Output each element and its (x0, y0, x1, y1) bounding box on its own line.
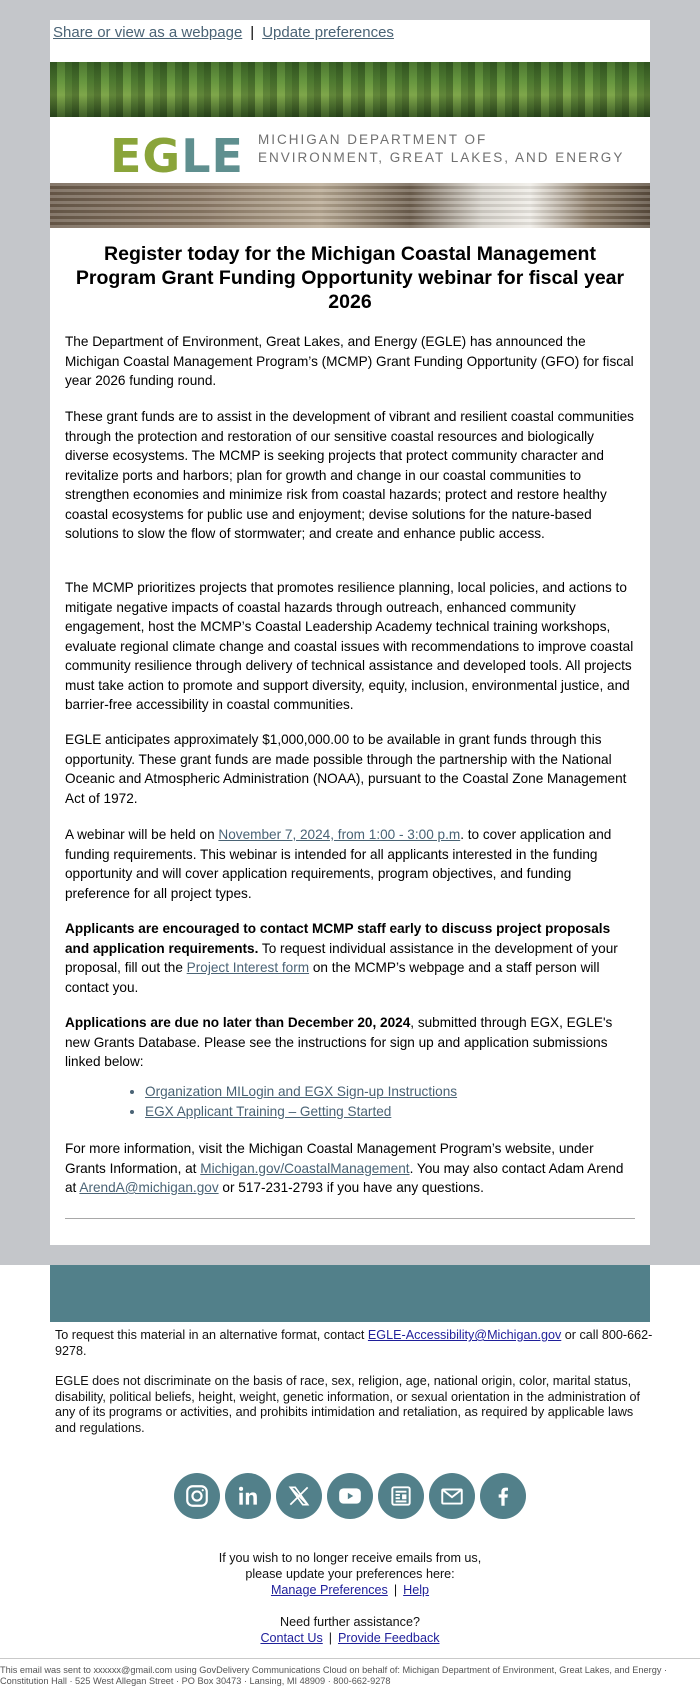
egx-training-link[interactable]: EGX Applicant Training – Getting Started (145, 1104, 392, 1119)
paragraph-webinar: A webinar will be held on November 7, 2024, from 1:00 - 3:00 p.m. to cover application and funding requirements. This webinar is intended for all applicants interested in the funding opportunity and will cover application requirements, program objectives, and funding preference for all project types. (65, 827, 612, 901)
contact-us-link[interactable]: Contact Us (260, 1631, 323, 1645)
linkedin-icon[interactable] (225, 1473, 271, 1519)
social-icons (174, 1473, 528, 1519)
egle-logo-word: EGLE (110, 129, 244, 183)
paragraph-grant-purpose: These grant funds are to assist in the development of vibrant and resilient coastal communities through the protection and restoration of our sensitive coastal resources and biologically diverse ecosystems. The MCMP is seeking projects that protect community character and revitalize ports and harbors; plan for growth and change in our coastal communities to strengthen economies and minimize risk from coastal hazards; protect and restore healthy coastal ecosystems for public use and enjoyment; devise solutions for the nature-based solutions to slow the flow of stormwater; and create and enhance public access. (65, 409, 634, 541)
paragraph-contact-staff: Applicants are encouraged to contact MCMP staff early to discuss project proposals and application requirements. To request individual assistance in the development of your proposal, fill out the Project Interest form on the MCMP’s webpage and a staff person will contact you. (65, 921, 618, 995)
header-banner (50, 62, 650, 228)
accessibility-notice: To request this material in an alternative format, contact EGLE-Accessibility@Michigan.gov or call 800-662-9278. (55, 1328, 653, 1358)
accessibility-email-link[interactable]: EGLE-Accessibility@Michigan.gov (367, 1328, 562, 1342)
list-item (145, 1082, 457, 1102)
facebook-icon[interactable] (480, 1473, 526, 1519)
egle-logo (50, 117, 650, 183)
footer-color-bar (50, 1265, 650, 1322)
help-link[interactable]: Help (403, 1583, 430, 1597)
news-icon[interactable] (378, 1473, 424, 1519)
coastal-management-link[interactable]: Michigan.gov/CoastalManagement (200, 1160, 410, 1176)
dept-name: MICHIGAN DEPARTMENT OF ENVIRONMENT, GREAT LAKES, AND ENERGY (258, 132, 625, 165)
footer-divider (0, 1658, 700, 1659)
email-icon[interactable] (429, 1473, 475, 1519)
x-icon[interactable] (276, 1473, 322, 1519)
instruction-links (100, 1082, 457, 1122)
legal-footer: This email was sent to xxxxxx@gmail.com using GovDelivery Communications Cloud on behalf of: Michigan Department of Environment, Great Lakes, and Energy · Constitution Hall · 525 West Allegan Street · PO Box 30473 · Lansing, MI 48909 · 800-662-9278 (0, 1665, 668, 1686)
headline: Register today for the Michigan Coastal Management Program Grant Funding Opportunity webinar for fiscal year 2026 (75, 243, 625, 313)
webinar-link[interactable]: November 7, 2024, from 1:00 - 3:00 p.m (218, 827, 461, 842)
update-preferences-link[interactable]: Update preferences (262, 24, 394, 41)
paragraph-funding: EGLE anticipates approximately $1,000,000.00 to be available in grant funds through this opportunity. These grant funds are made possible through the partnership with the National Oceanic and Atmospheric Administration (NOAA), pursuant to the Coastal Zone Management Act of 1972. (65, 732, 627, 806)
project-interest-form-link[interactable]: Project Interest form (186, 960, 310, 975)
provide-feedback-link[interactable]: Provide Feedback (338, 1631, 440, 1645)
top-links (53, 24, 394, 41)
nondiscrimination-notice: EGLE does not discriminate on the basis of race, sex, religion, age, national origin, color, marital status, disability, political beliefs, height, weight, genetic information, or sexual orientation in the administration of any of its programs or activities, and prohibits intimidation and retaliation, as required by applicable laws and regulations. (55, 1374, 640, 1435)
instagram-icon[interactable] (174, 1473, 220, 1519)
paragraph-intro: The Department of Environment, Great Lakes, and Energy (EGLE) has announced the Michigan Coastal Management Program’s (MCMP) Grant Funding Opportunity (GFO) for fiscal year 2026 funding round. (65, 334, 634, 388)
list-item (145, 1102, 457, 1122)
manage-preferences-link[interactable]: Manage Preferences (270, 1583, 388, 1597)
paragraph-more-info: For more information, visit the Michigan Coastal Management Program’s website, under Grants Information, at Michigan.gov/CoastalManagement. You may also contact Adam Arend at ArendA@michigan.gov or 517-231-2793 if you have any questions. (65, 1141, 624, 1195)
content-divider (65, 1218, 635, 1219)
paragraph-priorities: The MCMP prioritizes projects that promotes resilience planning, local policies, and actions to mitigate negative impacts of coastal hazards through outreach, enhanced community engagement, host the MCMP’s Coastal Leadership Academy technical training workshops, evaluate regional climate change and coastal issues with recommendations to improve coastal community resilience through delivery of technical assistance and developed tools. All projects must take action to promote and support diversity, equity, inclusion, environmental justice, and barrier-free accessibility in coastal communities. (65, 580, 634, 712)
milogin-instructions-link[interactable]: Organization MILogin and EGX Sign-up Instructions (145, 1084, 458, 1099)
contact-email-link[interactable]: ArendA@michigan.gov (79, 1180, 219, 1195)
top-links-separator: | (250, 24, 255, 41)
youtube-icon[interactable] (327, 1473, 373, 1519)
paragraph-deadline: Applications are due no later than December 20, 2024, submitted through EGX, EGLE's new Grants Database. Please see the instructions for sign up and application submissions linked below: (65, 1015, 613, 1069)
share-webpage-link[interactable]: Share or view as a webpage (53, 24, 243, 41)
assistance-text: Need further assistance? Contact Us | Provide Feedback (260, 1615, 440, 1645)
unsubscribe-text: If you wish to no longer receive emails from us, please update your preferences here: Manage Preferences | Help (218, 1551, 482, 1597)
